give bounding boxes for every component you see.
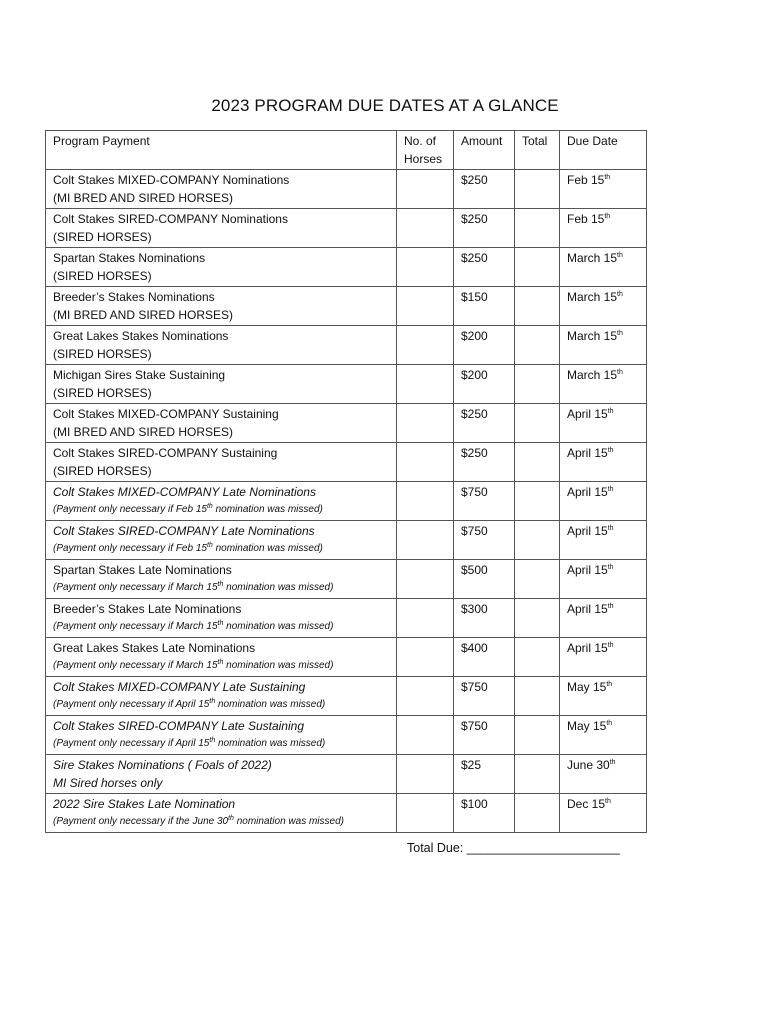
due-date: April 15 bbox=[567, 563, 608, 577]
due-date-cell bbox=[560, 365, 647, 404]
total-cell bbox=[515, 209, 560, 248]
ordinal-suffix: th bbox=[228, 814, 234, 822]
due-date-cell bbox=[560, 404, 647, 443]
total-cell bbox=[515, 716, 560, 755]
due-date: June 30 bbox=[567, 758, 610, 772]
amount-cell: $250 bbox=[454, 404, 515, 443]
amount-cell: $100 bbox=[454, 794, 515, 833]
amount-cell: $750 bbox=[454, 521, 515, 560]
program-note-text: nomination was missed) bbox=[223, 620, 334, 632]
horses-cell bbox=[397, 482, 454, 521]
page-title: 2023 PROGRAM DUE DATES AT A GLANCE bbox=[211, 96, 559, 115]
amount-cell: $250 bbox=[454, 443, 515, 482]
table-row bbox=[46, 443, 647, 482]
program-note bbox=[53, 580, 390, 596]
horses-cell bbox=[397, 677, 454, 716]
program-cell bbox=[46, 170, 397, 209]
table-row bbox=[46, 521, 647, 560]
program-note bbox=[53, 697, 390, 713]
ordinal-suffix: th bbox=[206, 541, 213, 549]
program-cell bbox=[46, 755, 397, 794]
program-name: Colt Stakes SIRED-COMPANY Late Sustaining bbox=[53, 719, 304, 733]
program-subtitle: (SIRED HORSES) bbox=[53, 385, 152, 400]
total-cell bbox=[515, 677, 560, 716]
amount-cell: $750 bbox=[454, 677, 515, 716]
program-subtitle: (MI BRED AND SIRED HORSES) bbox=[53, 307, 234, 322]
due-date: May 15 bbox=[567, 719, 607, 733]
ordinal-suffix: th bbox=[206, 502, 213, 510]
horses-cell bbox=[397, 443, 454, 482]
total-cell bbox=[515, 638, 560, 677]
horses-cell bbox=[397, 716, 454, 755]
program-subtitle: (MI BRED AND SIRED HORSES) bbox=[53, 424, 234, 439]
due-dates-table bbox=[45, 130, 647, 833]
ordinal-suffix: th bbox=[607, 564, 614, 571]
amount-cell: $25 bbox=[454, 755, 515, 794]
due-date: May 15 bbox=[567, 680, 607, 694]
program-subtitle: (SIRED HORSES) bbox=[53, 229, 152, 244]
ordinal-suffix: th bbox=[607, 603, 614, 610]
ordinal-suffix: th bbox=[617, 291, 623, 298]
due-date-cell bbox=[560, 716, 647, 755]
table-row bbox=[46, 794, 647, 833]
due-date-cell bbox=[560, 287, 647, 326]
ordinal-suffix: th bbox=[217, 619, 224, 627]
due-date: April 15 bbox=[567, 524, 608, 538]
program-name: Colt Stakes SIRED-COMPANY Nominations bbox=[53, 212, 288, 226]
table-row bbox=[46, 482, 647, 521]
due-date: April 15 bbox=[567, 407, 608, 421]
program-name: Great Lakes Stakes Nominations bbox=[53, 329, 229, 343]
horses-cell bbox=[397, 248, 454, 287]
horses-cell bbox=[397, 170, 454, 209]
table-row bbox=[46, 326, 647, 365]
ordinal-suffix: th bbox=[209, 697, 216, 705]
program-note-text: nomination was missed) bbox=[212, 503, 323, 515]
due-date-cell bbox=[560, 599, 647, 638]
total-cell bbox=[515, 521, 560, 560]
horses-cell bbox=[397, 521, 454, 560]
program-name: Sire Stakes Nominations ( Foals of 2022) bbox=[53, 758, 272, 772]
ordinal-suffix: th bbox=[217, 580, 224, 588]
program-note-text: (Payment only necessary if the June 30 bbox=[53, 815, 229, 827]
amount-cell: $250 bbox=[454, 170, 515, 209]
horses-cell bbox=[397, 638, 454, 677]
program-cell bbox=[46, 482, 397, 521]
due-date: Feb 15 bbox=[567, 212, 605, 226]
due-date-cell bbox=[560, 638, 647, 677]
horses-cell bbox=[397, 365, 454, 404]
due-date: April 15 bbox=[567, 641, 608, 655]
ordinal-suffix: th bbox=[604, 213, 611, 220]
total-cell bbox=[515, 794, 560, 833]
ordinal-suffix: th bbox=[607, 447, 614, 454]
program-cell bbox=[46, 521, 397, 560]
table-row bbox=[46, 404, 647, 443]
due-date: April 15 bbox=[567, 602, 608, 616]
program-subtitle: (SIRED HORSES) bbox=[53, 463, 152, 478]
ordinal-suffix: th bbox=[617, 330, 623, 337]
ordinal-suffix: th bbox=[605, 798, 611, 805]
due-date: March 15 bbox=[567, 290, 618, 304]
horses-cell bbox=[397, 326, 454, 365]
horses-cell bbox=[397, 404, 454, 443]
header-amount: Amount bbox=[454, 131, 515, 170]
program-note-text: (Payment only necessary if Feb 15 bbox=[53, 542, 207, 554]
program-name: Colt Stakes SIRED-COMPANY Sustaining bbox=[53, 446, 278, 460]
program-cell bbox=[46, 716, 397, 755]
program-name: Great Lakes Stakes Late Nominations bbox=[53, 641, 256, 655]
total-cell bbox=[515, 755, 560, 794]
amount-cell: $200 bbox=[454, 326, 515, 365]
table-row bbox=[46, 248, 647, 287]
program-name: Colt Stakes MIXED-COMPANY Sustaining bbox=[53, 407, 279, 421]
program-note-text: (Payment only necessary if April 15 bbox=[53, 698, 210, 710]
total-cell bbox=[515, 170, 560, 209]
program-name: Spartan Stakes Late Nominations bbox=[53, 563, 232, 577]
program-name: Colt Stakes MIXED-COMPANY Late Sustaining bbox=[53, 680, 306, 694]
due-date-cell bbox=[560, 443, 647, 482]
program-subtitle: MI Sired horses only bbox=[53, 775, 163, 790]
amount-cell: $400 bbox=[454, 638, 515, 677]
table-row bbox=[46, 365, 647, 404]
program-cell bbox=[46, 287, 397, 326]
program-note-text: (Payment only necessary if March 15 bbox=[53, 620, 218, 632]
table-row bbox=[46, 209, 647, 248]
due-date: March 15 bbox=[567, 329, 618, 343]
program-subtitle: (SIRED HORSES) bbox=[53, 346, 152, 361]
program-cell bbox=[46, 794, 397, 833]
program-note-text: nomination was missed) bbox=[223, 581, 334, 593]
ordinal-suffix: th bbox=[617, 369, 623, 376]
table-row bbox=[46, 599, 647, 638]
program-note bbox=[53, 658, 390, 674]
program-note-text: nomination was missed) bbox=[223, 659, 334, 671]
program-note bbox=[53, 502, 390, 518]
due-date-cell bbox=[560, 521, 647, 560]
program-cell bbox=[46, 560, 397, 599]
program-name: Colt Stakes MIXED-COMPANY Late Nominations bbox=[53, 485, 316, 499]
ordinal-suffix: th bbox=[607, 525, 614, 532]
program-name: Breeder’s Stakes Nominations bbox=[53, 290, 215, 304]
program-note-text: (Payment only necessary if March 15 bbox=[53, 659, 218, 671]
program-note bbox=[53, 619, 390, 635]
table-row bbox=[46, 716, 647, 755]
due-date-cell bbox=[560, 170, 647, 209]
program-cell bbox=[46, 209, 397, 248]
program-cell bbox=[46, 365, 397, 404]
due-date-cell bbox=[560, 209, 647, 248]
program-cell bbox=[46, 404, 397, 443]
due-date-cell bbox=[560, 482, 647, 521]
program-subtitle: (MI BRED AND SIRED HORSES) bbox=[53, 190, 234, 205]
program-note bbox=[53, 814, 390, 830]
program-name: 2022 Sire Stakes Late Nomination bbox=[53, 797, 236, 811]
header-due-date: Due Date bbox=[560, 131, 647, 170]
program-cell bbox=[46, 677, 397, 716]
table-row bbox=[46, 755, 647, 794]
ordinal-suffix: th bbox=[606, 720, 613, 727]
due-date-cell bbox=[560, 248, 647, 287]
program-note-text: nomination was missed) bbox=[215, 698, 326, 710]
amount-cell: $200 bbox=[454, 365, 515, 404]
horses-cell bbox=[397, 209, 454, 248]
header-program-payment: Program Payment bbox=[46, 131, 397, 170]
program-note-text: (Payment only necessary if April 15 bbox=[53, 737, 210, 749]
amount-cell: $750 bbox=[454, 716, 515, 755]
program-subtitle: (SIRED HORSES) bbox=[53, 268, 152, 283]
program-note-text: nomination was missed) bbox=[215, 737, 326, 749]
table-row bbox=[46, 677, 647, 716]
program-name: Michigan Sires Stake Sustaining bbox=[53, 368, 226, 382]
header-no-of-horses: No. of Horses bbox=[397, 131, 454, 170]
due-date-cell bbox=[560, 794, 647, 833]
amount-cell: $250 bbox=[454, 248, 515, 287]
total-cell bbox=[515, 287, 560, 326]
ordinal-suffix: th bbox=[209, 736, 216, 744]
ordinal-suffix: th bbox=[617, 252, 623, 259]
program-name: Spartan Stakes Nominations bbox=[53, 251, 206, 265]
horses-cell bbox=[397, 599, 454, 638]
program-name: Colt Stakes MIXED-COMPANY Nominations bbox=[53, 173, 290, 187]
total-cell bbox=[515, 443, 560, 482]
amount-cell: $750 bbox=[454, 482, 515, 521]
total-due-line: Total Due: ______________________ bbox=[407, 841, 620, 855]
program-name: Colt Stakes SIRED-COMPANY Late Nominations bbox=[53, 524, 315, 538]
program-cell bbox=[46, 599, 397, 638]
total-cell bbox=[515, 326, 560, 365]
table-row bbox=[46, 560, 647, 599]
ordinal-suffix: th bbox=[609, 759, 616, 766]
program-note-text: nomination was missed) bbox=[212, 542, 323, 554]
program-cell bbox=[46, 443, 397, 482]
table-row bbox=[46, 638, 647, 677]
table-header-row bbox=[46, 131, 647, 170]
due-date-cell bbox=[560, 560, 647, 599]
program-note-text: (Payment only necessary if Feb 15 bbox=[53, 503, 207, 515]
total-cell bbox=[515, 599, 560, 638]
due-date: March 15 bbox=[567, 368, 618, 382]
program-cell bbox=[46, 638, 397, 677]
due-date: April 15 bbox=[567, 446, 608, 460]
horses-cell bbox=[397, 287, 454, 326]
program-cell bbox=[46, 248, 397, 287]
program-name: Breeder’s Stakes Late Nominations bbox=[53, 602, 242, 616]
due-date: March 15 bbox=[567, 251, 618, 265]
ordinal-suffix: th bbox=[217, 658, 224, 666]
due-date-cell bbox=[560, 326, 647, 365]
total-cell bbox=[515, 482, 560, 521]
table-row bbox=[46, 170, 647, 209]
horses-cell bbox=[397, 794, 454, 833]
amount-cell: $150 bbox=[454, 287, 515, 326]
amount-cell: $300 bbox=[454, 599, 515, 638]
ordinal-suffix: th bbox=[604, 174, 611, 181]
ordinal-suffix: th bbox=[607, 408, 614, 415]
total-cell bbox=[515, 404, 560, 443]
program-cell bbox=[46, 326, 397, 365]
table-body bbox=[46, 170, 647, 833]
due-date-cell bbox=[560, 677, 647, 716]
amount-cell: $500 bbox=[454, 560, 515, 599]
total-cell bbox=[515, 365, 560, 404]
ordinal-suffix: th bbox=[606, 681, 613, 688]
due-date: Dec 15 bbox=[567, 797, 606, 811]
program-note-text: nomination was missed) bbox=[233, 815, 344, 827]
due-date: April 15 bbox=[567, 485, 608, 499]
due-date: Feb 15 bbox=[567, 173, 605, 187]
program-note-text: (Payment only necessary if March 15 bbox=[53, 581, 218, 593]
horses-cell bbox=[397, 560, 454, 599]
due-date-cell bbox=[560, 755, 647, 794]
header-total: Total bbox=[515, 131, 560, 170]
ordinal-suffix: th bbox=[607, 486, 614, 493]
total-cell bbox=[515, 248, 560, 287]
amount-cell: $250 bbox=[454, 209, 515, 248]
program-note bbox=[53, 541, 390, 557]
ordinal-suffix: th bbox=[607, 642, 614, 649]
program-note bbox=[53, 736, 390, 752]
table-row bbox=[46, 287, 647, 326]
horses-cell bbox=[397, 755, 454, 794]
total-cell bbox=[515, 560, 560, 599]
